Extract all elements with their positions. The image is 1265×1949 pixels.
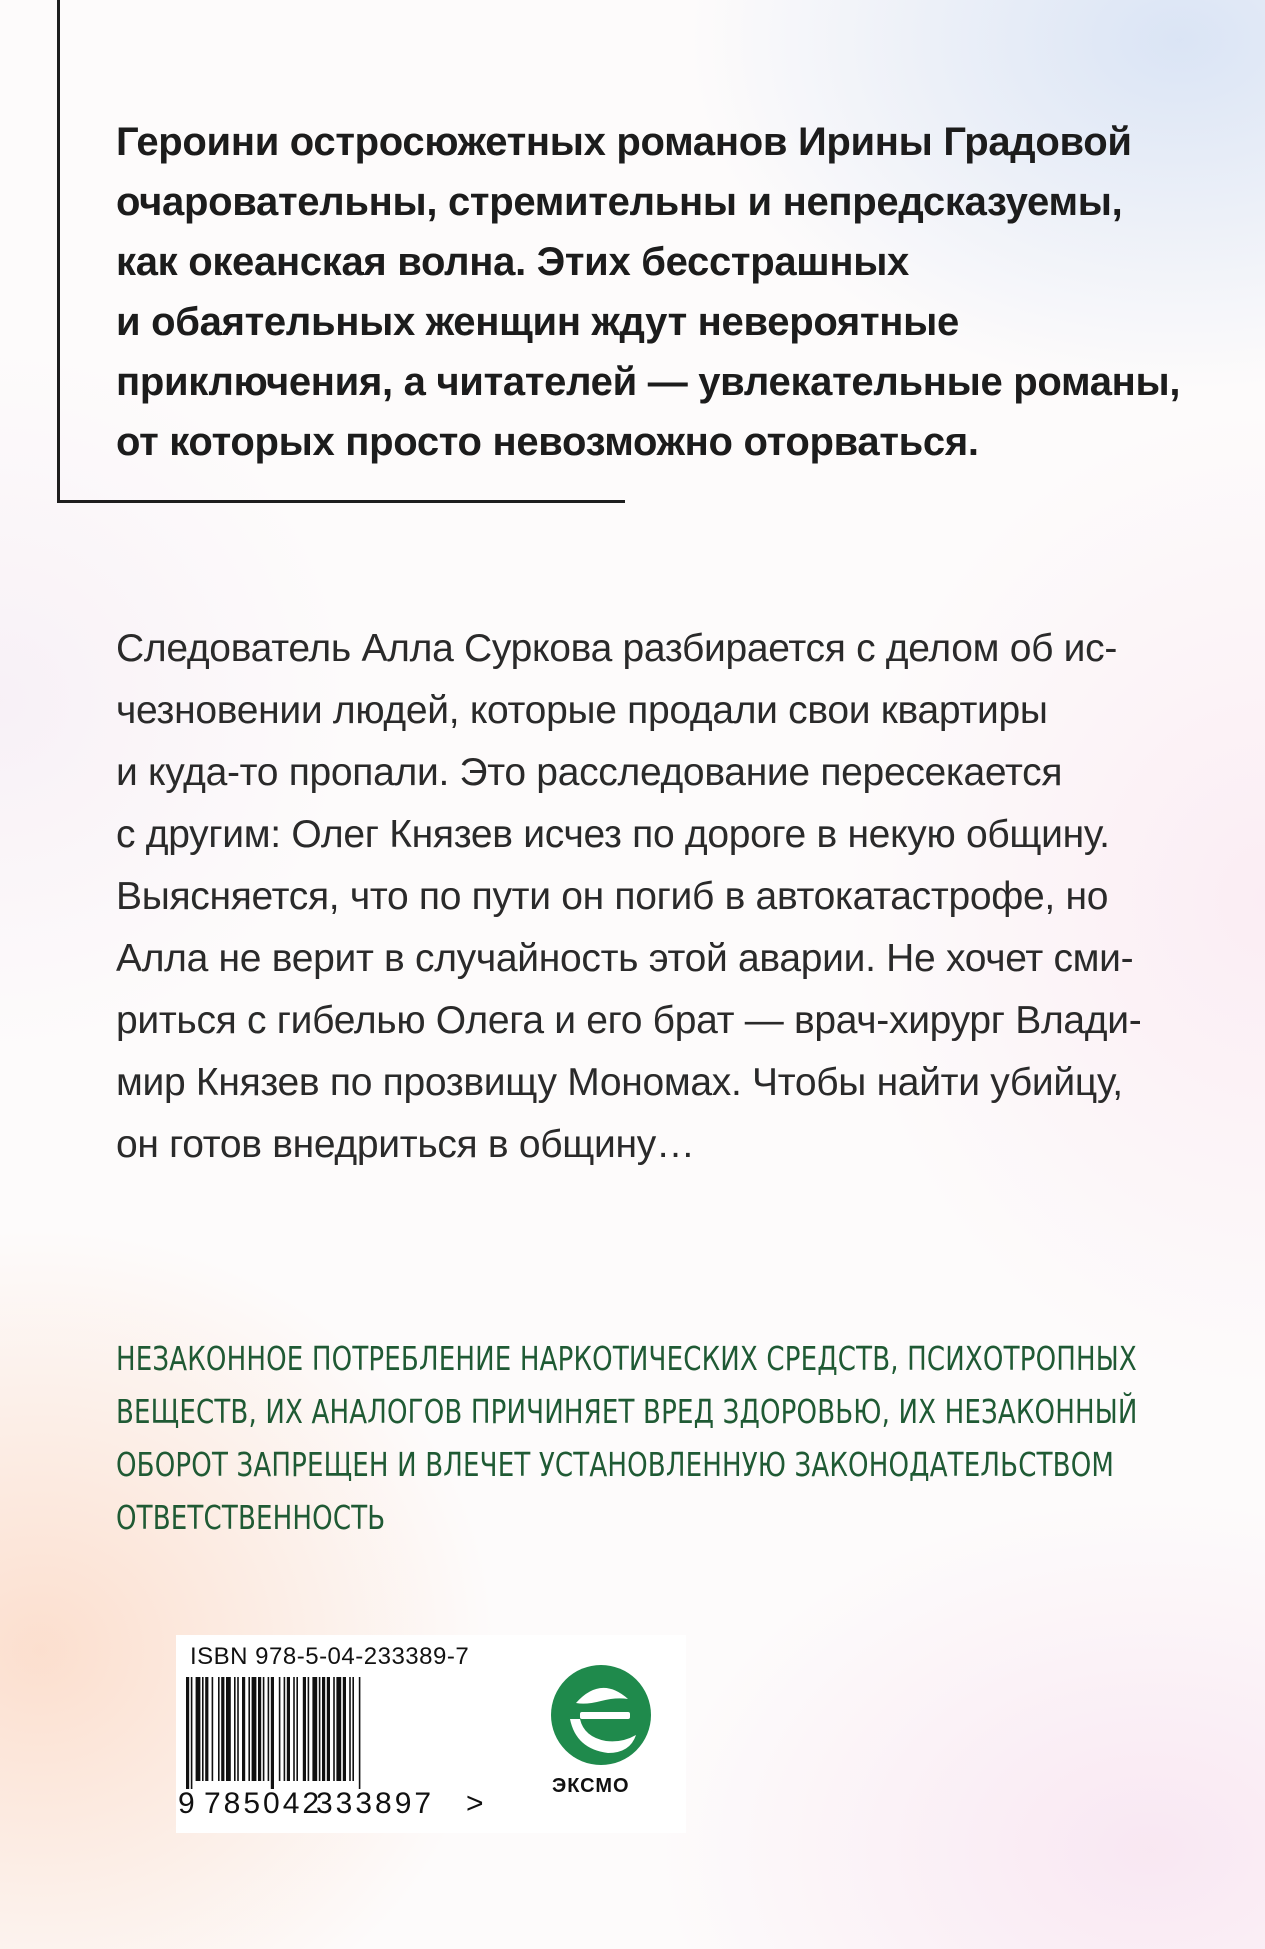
barcode-bar [336, 1677, 341, 1781]
barcode-bar [226, 1677, 231, 1781]
lead-line: очаровательны, стремительны и непредсказуемы, [116, 180, 1123, 224]
barcode-bar [205, 1677, 208, 1781]
barcode-bar [312, 1677, 317, 1781]
isbn-label: ISBN 978-5-04-233389-7 [190, 1643, 470, 1670]
description-paragraph [116, 618, 1196, 1176]
barcode-bar [248, 1677, 250, 1781]
barcode-bar [196, 1677, 201, 1781]
barcode-bar [352, 1677, 354, 1781]
barcode-bar [202, 1677, 204, 1781]
barcode-bar [212, 1677, 214, 1781]
barcode [186, 1677, 526, 1789]
barcode-bar [322, 1677, 325, 1781]
barcode-bar [333, 1677, 335, 1781]
barcode-bar [221, 1677, 224, 1781]
barcode-bar [308, 1677, 310, 1781]
barcode-bar [234, 1677, 236, 1781]
barcode-bar [296, 1677, 298, 1781]
description-line: он готов внедриться в общину… [116, 1123, 695, 1166]
lead-paragraph [116, 112, 1196, 472]
lead-line: от которых просто невозможно оторваться. [116, 420, 979, 464]
description-line: Выясняется, что по пути он погиб в автокатастрофе, но [116, 875, 1109, 918]
barcode-bar [343, 1677, 346, 1781]
description-line: с другим: Олег Князев исчез по дороге в некую общину. [116, 813, 1110, 856]
frame-horizontal-line [57, 500, 625, 503]
barcode-bar [303, 1677, 306, 1781]
eksmo-logo-icon [546, 1657, 656, 1772]
warning-line: НЕЗАКОННОЕ ПОТРЕБЛЕНИЕ НАРКОТИЧЕСКИХ СРЕДСТВ, ПСИХОТРОПНЫХ [116, 1339, 1137, 1378]
barcode-bar [279, 1677, 281, 1781]
barcode-arrow: > [466, 1787, 484, 1820]
barcode-panel [176, 1635, 686, 1833]
barcode-bar [237, 1677, 239, 1781]
warning-line: ОТВЕТСТВЕННОСТЬ [116, 1498, 386, 1537]
barcode-bar [349, 1677, 351, 1781]
barcode-bar [186, 1677, 189, 1789]
barcode-bar [242, 1677, 245, 1781]
barcode-bar [271, 1677, 274, 1789]
warning-line: ОБОРОТ ЗАПРЕЩЕН И ВЛЕЧЕТ УСТАНОВЛЕННУЮ ЗАКОНОДАТЕЛЬСТВОМ [116, 1445, 1115, 1484]
barcode-bar [359, 1677, 361, 1789]
warning-line: ВЕЩЕСТВ, ИХ АНАЛОГОВ ПРИЧИНЯЕТ ВРЕД ЗДОРОВЬЮ, ИХ НЕЗАКОННЫЙ [116, 1392, 1138, 1431]
barcode-bar [287, 1677, 290, 1781]
health-warning [116, 1332, 1222, 1544]
barcode-bar [191, 1677, 193, 1789]
barcode-bar [263, 1677, 265, 1781]
lead-line: и обаятельных женщин ждут невероятные [116, 300, 959, 344]
barcode-bar [258, 1677, 261, 1781]
description-line: мир Князев по прозвищу Мономах. Чтобы найти убийцу, [116, 1061, 1123, 1104]
barcode-first-digit: 9 [178, 1787, 195, 1820]
lead-line: Героини остросюжетных романов Ирины Градовой [116, 120, 1132, 164]
description-line: чезновении людей, которые продали свои квартиры [116, 689, 1048, 732]
description-line: риться с гибелью Олега и его брат — врач-хирург Влади- [116, 999, 1142, 1042]
publisher-name: ЭКСМО [552, 1775, 630, 1797]
barcode-bar [252, 1677, 257, 1781]
frame-vertical-line [57, 0, 60, 503]
lead-line: приключения, а читателей — увлекательные романы, [116, 360, 1181, 404]
barcode-bar [319, 1677, 321, 1781]
barcode-group-2: 333897 [316, 1787, 435, 1820]
eksmo-logo [546, 1657, 666, 1817]
description-line: Следователь Алла Суркова разбирается с делом об ис- [116, 627, 1118, 670]
barcode-bar [268, 1677, 270, 1781]
barcode-bar [293, 1677, 295, 1781]
barcode-group-1: 785042 [204, 1787, 323, 1820]
description-line: и куда-то пропали. Это расследование пересекается [116, 751, 1063, 794]
lead-line: как океанская волна. Этих бесстрашных [116, 240, 910, 284]
barcode-bar [327, 1677, 330, 1781]
barcode-bar [284, 1677, 286, 1781]
barcode-bar [218, 1677, 220, 1781]
description-line: Алла не верит в случайность этой аварии. Не хочет сми- [116, 937, 1134, 980]
